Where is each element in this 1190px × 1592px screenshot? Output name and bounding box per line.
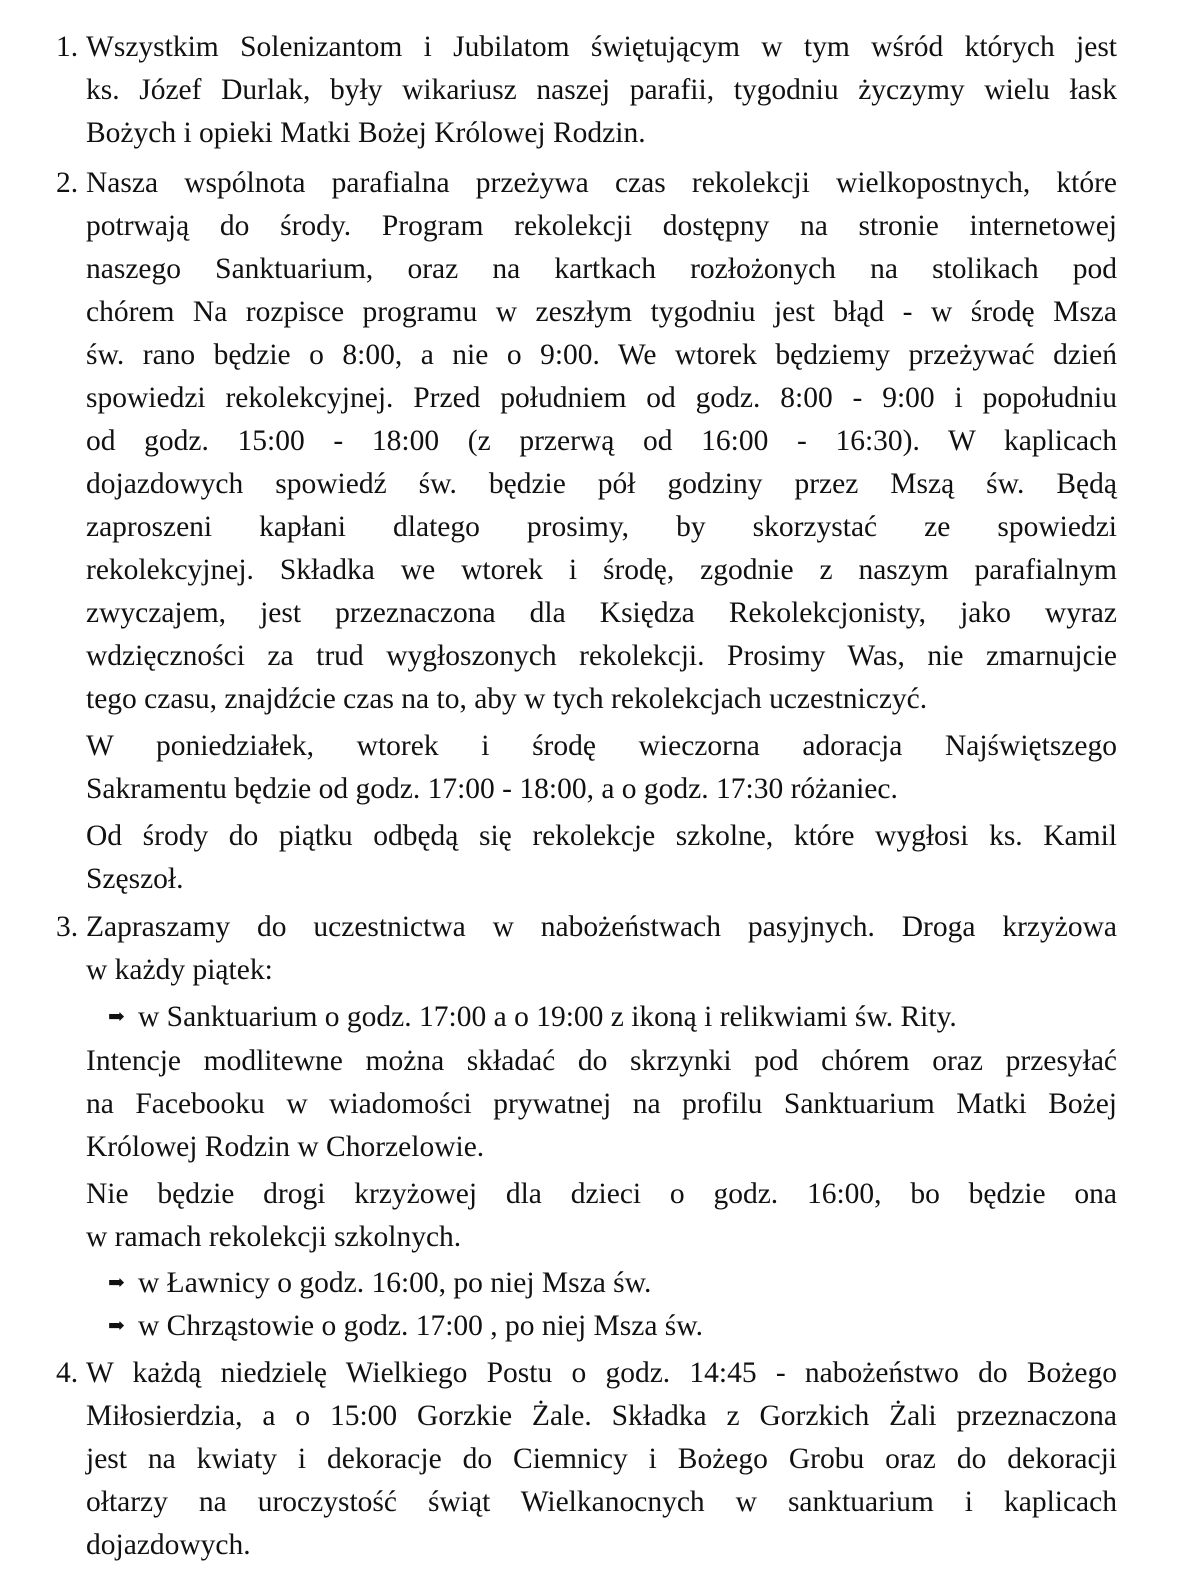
text-line: zaproszeni kapłani dlatego prosimy, by skorzystać ze spowiedzi xyxy=(86,511,1117,543)
item-number: 1. xyxy=(56,31,79,63)
text-line: Miłosierdzia, a o 15:00 Gorzkie Żale. Składka z Gorzkich Żali przeznaczona xyxy=(86,1400,1117,1432)
text-line: Zapraszamy do uczestnictwa w nabożeństwach pasyjnych. Droga krzyżowa xyxy=(86,911,1117,943)
text-line: w każdy piątek: xyxy=(86,954,273,986)
bullet-item xyxy=(108,1262,1108,1305)
bullet-text: w Sanktuarium o godz. 17:00 a o 19:00 z ikoną i relikwiami św. Rity. xyxy=(138,1001,957,1033)
text-line: zwyczajem, jest przeznaczona dla Księdza Rekolekcjonisty, jako wyraz xyxy=(86,597,1117,629)
text-line: ks. Józef Durlak, były wikariusz naszej parafii, tygodniu życzymy wielu łask xyxy=(86,74,1117,106)
bullet-item xyxy=(108,1305,1108,1348)
text-line: jest na kwiaty i dekoracje do Ciemnicy i Bożego Grobu oraz do dekoracji xyxy=(86,1443,1117,1475)
text-line: Sakramentu będzie od godz. 17:00 - 18:00, a o godz. 17:30 różaniec. xyxy=(86,773,898,805)
text-line: św. rano będzie o 8:00, a nie o 9:00. We wtorek będziemy przeżywać dzień xyxy=(86,339,1117,371)
text-line: Szęszoł. xyxy=(86,863,184,895)
arrow-right-icon: ➡ xyxy=(108,1006,125,1028)
arrow-right-icon: ➡ xyxy=(108,1272,125,1294)
text-line: chórem Na rozpisce programu w zeszłym tygodniu jest błąd - w środę Msza xyxy=(86,296,1117,328)
bullet-text: w Chrząstowie o godz. 17:00 , po niej Msza św. xyxy=(138,1310,704,1342)
text-line: Nasza wspólnota parafialna przeżywa czas rekolekcji wielkopostnych, które xyxy=(86,167,1117,199)
text-line: Od środy do piątku odbędą się rekolekcje szkolne, które wygłosi ks. Kamil xyxy=(86,820,1117,852)
text-line: Królowej Rodzin w Chorzelowie. xyxy=(86,1131,485,1163)
text-line: dojazdowych spowiedź św. będzie pół godziny przez Mszą św. Będą xyxy=(86,468,1117,500)
text-line: Intencje modlitewne można składać do skrzynki pod chórem oraz przesyłać xyxy=(86,1045,1117,1077)
text-line: dojazdowych. xyxy=(86,1529,251,1561)
bullet-text: w Ławnicy o godz. 16:00, po niej Msza św. xyxy=(138,1267,652,1299)
text-line: Wszystkim Solenizantom i Jubilatom świętującym w tym wśród których jest xyxy=(86,31,1117,63)
text-line: potrwają do środy. Program rekolekcji dostępny na stronie internetowej xyxy=(86,210,1117,242)
text-line: naszego Sanktuarium, oraz na kartkach rozłożonych na stolikach pod xyxy=(86,253,1117,285)
item-number: 3. xyxy=(56,911,79,943)
text-line: spowiedzi rekolekcyjnej. Przed południem od godz. 8:00 - 9:00 i popołudniu xyxy=(86,382,1117,414)
text-line: Nie będzie drogi krzyżowej dla dzieci o godz. 16:00, bo będzie ona xyxy=(86,1178,1117,1210)
text-line: W każdą niedzielę Wielkiego Postu o godz. 14:45 - nabożeństwo do Bożego xyxy=(86,1357,1117,1389)
text-line: na Facebooku w wiadomości prywatnej na profilu Sanktuarium Matki Bożej xyxy=(86,1088,1117,1120)
text-line: ołtarzy na uroczystość świąt Wielkanocnych w sanktuarium i kaplicach xyxy=(86,1486,1117,1518)
item-number: 2. xyxy=(56,167,79,199)
text-line: w ramach rekolekcji szkolnych. xyxy=(86,1221,462,1253)
text-line: rekolekcyjnej. Składka we wtorek i środę, zgodnie z naszym parafialnym xyxy=(86,554,1117,586)
text-line: Bożych i opieki Matki Bożej Królowej Rodzin. xyxy=(86,117,646,149)
item-number: 4. xyxy=(56,1357,79,1389)
bullet-item xyxy=(108,996,1108,1039)
arrow-right-icon: ➡ xyxy=(108,1315,125,1337)
text-line: wdzięczności za trud wygłoszonych rekolekcji. Prosimy Was, nie zmarnujcie xyxy=(86,640,1117,672)
text-line: od godz. 15:00 - 18:00 (z przerwą od 16:00 - 16:30). W kaplicach xyxy=(86,425,1117,457)
text-line: tego czasu, znajdźcie czas na to, aby w tych rekolekcjach uczestniczyć. xyxy=(86,683,928,715)
text-line: W poniedziałek, wtorek i środę wieczorna adoracja Najświętszego xyxy=(86,730,1117,762)
